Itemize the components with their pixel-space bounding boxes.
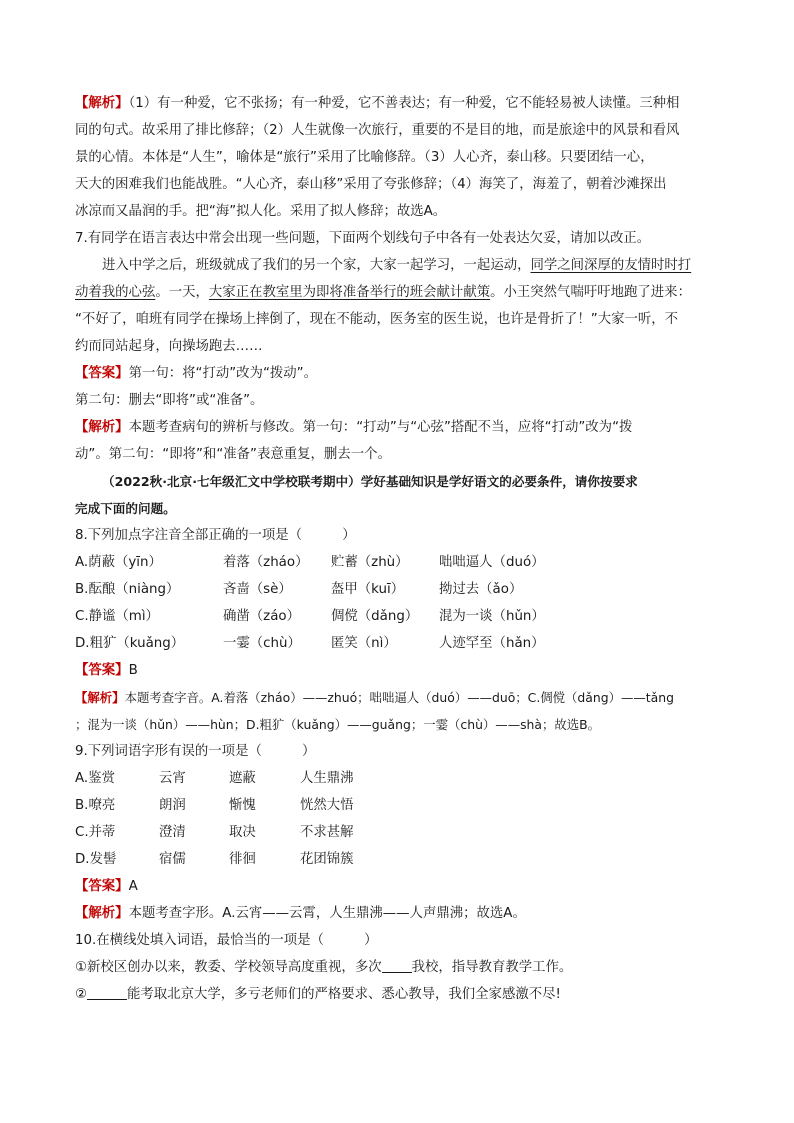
q6-analysis-line: 同的句式。故采用了排比修辞；（2）人生就像一次旅行，重要的不是目的地，而是旅途中的风景和看风 [75, 123, 680, 138]
q8-analysis-line: 【解析】本题考查字音。A.着落（zháo）——zhuó；咄咄逼人（duó）——duō；C.倜傥（dǎng）——tǎng [75, 690, 674, 705]
q7-analysis-line: 【解析】本题考查病句的辨析与修改。第一句：“打动”与“心弦”搭配不当，应将“打动”改为“拨 [75, 420, 633, 435]
q7-answer-line: 【答案】第一句：将“打动”改为“拨动”。 [75, 366, 317, 381]
q6-analysis-line: 冰凉而又晶润的手。把“海”拟人化。采用了拟人修辞；故选A。 [75, 204, 447, 219]
analysis-tag: 【解析】 [75, 690, 125, 705]
q7-passage-line: 约而同站起身，向操场跑去…… [75, 339, 263, 354]
q7-stem: 7.有同学在语言表达中常会出现一些问题，下面两个划线句子中各有一处表达欠妥，请加以改正。 [75, 231, 651, 246]
answer-tag: 【答案】 [75, 366, 129, 381]
q10-item-2: ② 能考取北京大学，多亏老师们的严格要求、悉心教导，我们全家感激不尽! [75, 987, 561, 1002]
q9-answer-line: 【答案】A [75, 879, 138, 894]
q8-option-row: A.荫蔽（yīn） 着落（zháo） 贮蓄（zhù） 咄咄逼人（duó） [75, 555, 545, 570]
q7-passage-line: 进入中学之后，班级就成了我们的另一个家，大家一起学习，一起运动，同学之间深厚的友情时时打 [102, 258, 692, 273]
q8-option-row: B.酝酿（niàng） 吝啬（sè） 盔甲（kuī） 拗过去（ǎo） [75, 582, 523, 597]
q9-option-row: B.嘹亮 朗润 惭愧 恍然大悟 [75, 798, 354, 813]
section-intro: （2022秋·北京·七年级汇文中学校联考期中）学好基础知识是学好语文的必要条件，请你按要求 [102, 474, 638, 489]
q9-stem: 9.下列词语字形有误的一项是（ ） [75, 744, 316, 759]
q9-option-row: A.鉴赏 云宵 遮蔽 人生鼎沸 [75, 771, 354, 786]
q6-analysis-line: 景的心情。本体是“人生”，喻体是“旅行”采用了比喻修辞。（3）人心齐，泰山移。只要团结一心， [75, 150, 654, 165]
q9-option-row: D.发髻 宿儒 徘徊 花团锦簇 [75, 852, 354, 867]
fill-blank-1 [382, 958, 412, 973]
q10-item-1: ①新校区创办以来，教委、学校领导高度重视，多次 我校，指导教育教学工作。 [75, 960, 573, 975]
q6-analysis-line: 天大的困难我们也能战胜。“人心齐，泰山移”采用了夸张修辞；（4）海笑了，海羞了，朝着沙滩探出 [75, 177, 667, 192]
section-intro: 完成下面的问题。 [75, 501, 176, 516]
q6-analysis-line: 【解析】（1）有一种爱，它不张扬；有一种爱，它不善表达；有一种爱，它不能轻易被人读懂。三种相 [75, 96, 680, 111]
underlined-sentence-1-cont: 动着我的心弦 [75, 285, 156, 300]
q7-passage-line: 动着我的心弦。一天，大家正在教室里为即将准备举行的班会献计献策。小王突然气喘吁吁地跑了进来： [75, 285, 691, 300]
analysis-tag: 【解析】 [75, 906, 129, 921]
q9-option-row: C.并蒂 澄清 取决 不求甚解 [75, 825, 354, 840]
document-page [75, 90, 725, 1008]
q9-analysis-line: 【解析】本题考查字形。A.云宵——云霄，人生鼎沸——人声鼎沸；故选A。 [75, 906, 526, 921]
q7-answer-line: 第二句：删去“即将”或“准备”。 [75, 393, 264, 408]
underlined-sentence-2: 大家正在教室里为即将准备举行的班会献计献策 [208, 285, 491, 300]
q7-analysis-line: 动”。第二句：“即将”和“准备”表意重复，删去一个。 [75, 447, 391, 462]
q8-stem: 8.下列加点字注音全部正确的一项是（ ） [75, 528, 356, 543]
q10-stem: 10.在横线处填入词语，最恰当的一项是（ ） [75, 933, 378, 948]
q8-option-row: D.粗犷（kuǎng） 一霎（chù） 匿笑（nì） 人迹罕至（hǎn） [75, 636, 545, 651]
analysis-tag: 【解析】 [75, 96, 129, 111]
q8-answer-line: 【答案】B [75, 663, 138, 678]
q7-passage-line: “不好了，咱班有同学在操场上摔倒了，现在不能动，医务室的医生说，也许是骨折了！”大家一听，不 [75, 312, 679, 327]
fill-blank-2 [87, 985, 127, 1000]
answer-tag: 【答案】 [75, 663, 129, 678]
q8-analysis-line: ；混为一谈（hǔn）——hùn；D.粗犷（kuǎng）——guǎng；一霎（chù）——shà；故选B。 [75, 717, 601, 732]
answer-tag: 【答案】 [75, 879, 129, 894]
underlined-sentence-1: 同学之间深厚的友情时时打 [530, 258, 692, 273]
q8-option-row: C.静谧（mì） 确凿（záo） 倜傥（dǎng） 混为一谈（hǔn） [75, 609, 545, 624]
analysis-tag: 【解析】 [75, 420, 129, 435]
